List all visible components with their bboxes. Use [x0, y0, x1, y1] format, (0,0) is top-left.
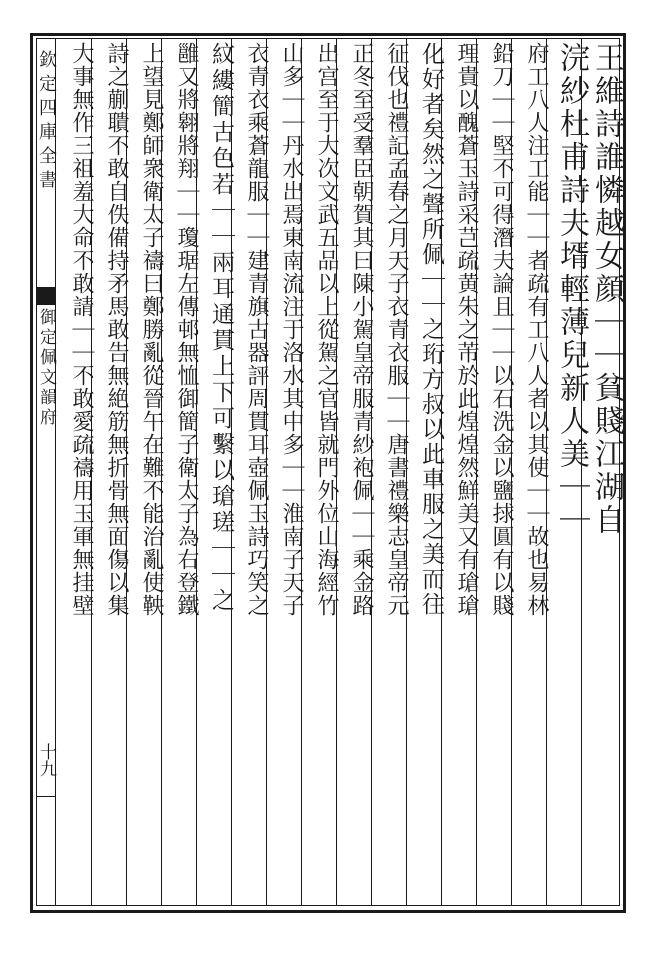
text-column-9: 出宫至于大次文武五品以上從駕之官皆就門外位山海經竹 [314, 42, 339, 617]
text-column-6: 化好者矣然之聲所佩｜｜之珩方叔以此車服之美而往 [418, 42, 444, 617]
text-column-8: 正冬至受羣臣朝賀其曰陳小駕皇帝服青紗袍佩｜｜乘金路 [349, 42, 374, 617]
text-column-13: 雝又將翱將翔｜｜瓊琚左傳邨無恤御簡子衛太子為右登鐵 [174, 42, 199, 617]
text-column-16: 大事無作三祖羞大命不敢請｜｜不敢愛疏禱用玉軍無挂壁 [69, 42, 94, 617]
text-column-10: 山多｜｜丹水出焉東南流注于洛水其中多｜｜淮南子天子 [279, 42, 304, 617]
fish-tail-mark [37, 287, 55, 305]
text-column-2: 浣紗杜甫詩夫壻輕薄兒新人美｜｜ [554, 42, 589, 537]
text-column-11: 衣青衣乘蒼龍服｜｜建青旗古器評周貫耳壺佩玉詩巧笑之 [244, 42, 269, 617]
margin-book-title: 御定佩文韻府 [36, 308, 56, 428]
page-number: 十九 [36, 743, 56, 777]
text-column-14: 上望見鄭師衆衛太子禱曰鄭勝亂從晉午在難不能治亂使鞅 [139, 42, 164, 617]
text-column-5: 理貴以醜蒼玉詩采芑疏黄朱之芾於此煌煌然鮮美又有瑲瑲 [454, 42, 479, 617]
page-number-rule [37, 796, 55, 797]
text-column-4: 鉛刀｜｜堅不可得潛夫論且｜｜以石洗金以鹽捄圓有以賤 [489, 42, 514, 617]
text-column-15: 詩之蒯聵不敢自佚備持矛馬敢告無絶筋無折骨無面傷以集 [104, 42, 129, 617]
text-column-12: 紋縷簡古色若｜｜兩耳通貫上下可繫以瑲瑳｜｜之 [208, 42, 234, 614]
text-column-1: 王維詩誰憐越女顔｜｜貧賤江湖自 [589, 42, 624, 537]
text-column-7: 征伐也禮記孟春之月天子衣青衣服｜｜唐書禮樂志皇帝元 [384, 42, 409, 617]
text-column-3: 府工八人注工能｜｜者疏有工八人者以其使｜｜故也易林 [524, 42, 549, 617]
margin-title: 欽定四庫全書 [36, 50, 57, 194]
